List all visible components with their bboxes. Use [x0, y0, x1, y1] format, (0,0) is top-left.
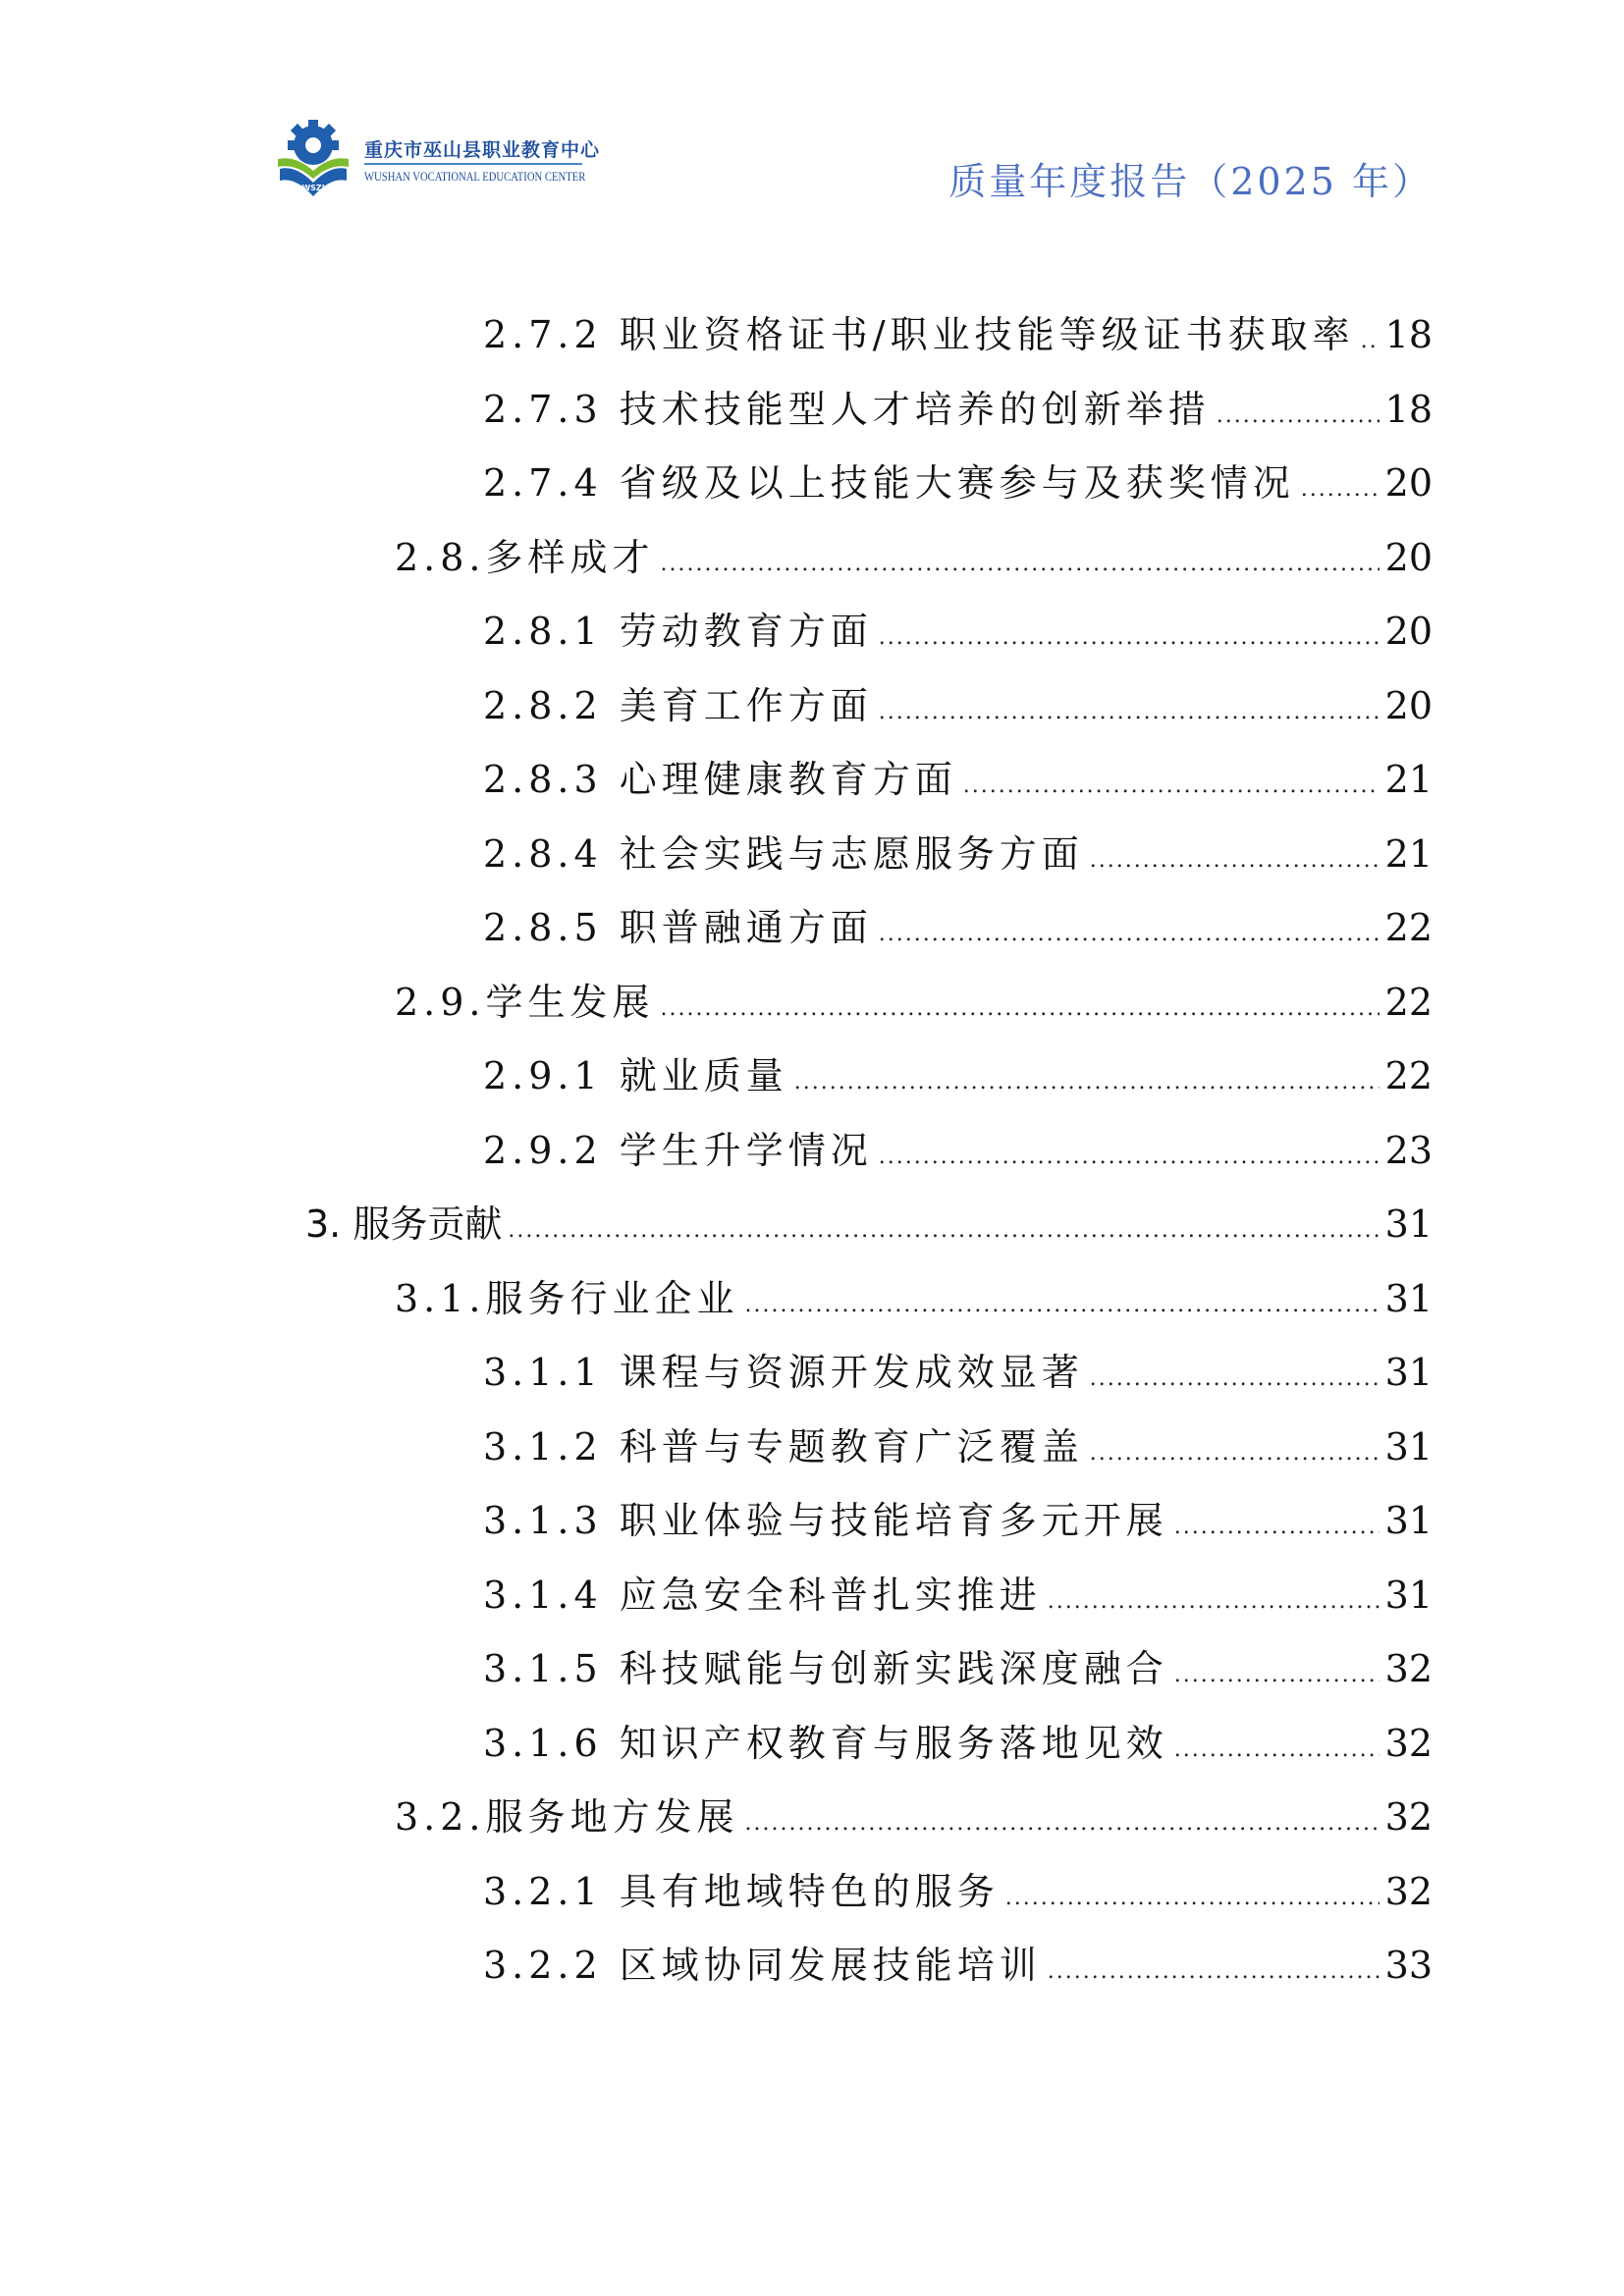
- logo-english-name: WUSHAN VOCATIONAL EDUCATION CENTER: [364, 169, 586, 184]
- toc-page-number: 21: [1384, 758, 1433, 801]
- toc-entry-title: 3.1.6 知识产权教育与服务落地见效: [483, 1721, 1168, 1765]
- toc-entry[interactable]: [483, 1045, 1433, 1104]
- toc-page-number: 31: [1384, 1499, 1433, 1542]
- toc-dot-leader: [508, 1218, 1379, 1243]
- toc-page-number: 32: [1384, 1647, 1433, 1690]
- toc-page-number: 18: [1384, 387, 1433, 431]
- toc-dot-leader: [879, 922, 1380, 946]
- toc-entry[interactable]: [483, 1490, 1433, 1549]
- toc-entry[interactable]: [483, 749, 1433, 808]
- toc-entry-title: 3.1.5 科技赋能与创新实践深度融合: [483, 1647, 1168, 1690]
- toc-page-number: 22: [1384, 906, 1433, 949]
- toc-entry[interactable]: [483, 897, 1433, 956]
- toc-entry-title: 2.8.4 社会实践与志愿服务方面: [483, 831, 1084, 876]
- toc-dot-leader: [879, 700, 1380, 724]
- toc-entry[interactable]: [483, 1861, 1433, 1920]
- toc-entry[interactable]: [483, 1342, 1433, 1401]
- toc-entry-title: 3.1.2 科普与专题教育广泛覆盖: [483, 1424, 1084, 1468]
- toc-page-number: 31: [1384, 1424, 1433, 1468]
- toc-entry[interactable]: [395, 527, 1433, 586]
- toc-entry-title: 3.2.2 区域协同发展技能培训: [483, 1944, 1042, 1987]
- toc-entry[interactable]: [483, 1638, 1433, 1697]
- toc-entry[interactable]: [483, 675, 1433, 734]
- toc-dot-leader: [1217, 403, 1380, 428]
- toc-entry-title: 2.8.5 职普融通方面: [483, 906, 873, 949]
- toc-entry[interactable]: [483, 1565, 1433, 1624]
- toc-entry-title: 3.1.3 职业体验与技能培育多元开展: [483, 1499, 1168, 1542]
- toc-dot-leader: [745, 1293, 1380, 1317]
- toc-entry[interactable]: [395, 1268, 1433, 1327]
- toc-dot-leader: [1090, 1366, 1380, 1391]
- page-header: [274, 116, 1433, 204]
- logo-divider: [364, 163, 582, 165]
- toc-page-number: 32: [1384, 1869, 1433, 1913]
- toc-entry[interactable]: [483, 824, 1433, 882]
- toc-entry-title: 3.1.4 应急安全科普扎实推进: [483, 1573, 1042, 1617]
- toc-dot-leader: [1005, 1886, 1380, 1910]
- toc-entry[interactable]: [483, 601, 1433, 660]
- toc-entry-title: 2.8.2 美育工作方面: [483, 683, 873, 727]
- toc-page-number: 20: [1384, 535, 1433, 579]
- toc-entry-title: 2.9.学生发展: [395, 980, 655, 1024]
- toc-dot-leader: [1048, 1959, 1380, 1984]
- toc-dot-leader: [1361, 329, 1380, 353]
- toc-dot-leader: [745, 1811, 1380, 1836]
- toc-dot-leader: [661, 996, 1380, 1021]
- toc-dot-leader: [1301, 477, 1380, 502]
- toc-page-number: 33: [1384, 1944, 1433, 1987]
- toc-dot-leader: [1090, 1441, 1380, 1466]
- toc-page-number: 32: [1384, 1795, 1433, 1839]
- toc-page-number: 31: [1384, 1202, 1433, 1246]
- toc-entry[interactable]: [483, 453, 1433, 511]
- toc-entry[interactable]: [483, 1416, 1433, 1475]
- toc-page-number: 23: [1384, 1128, 1433, 1172]
- toc-entry[interactable]: [483, 379, 1433, 438]
- toc-entry-title: 2.7.3 技术技能型人才培养的创新举措: [483, 387, 1211, 431]
- toc-entry-title: 2.7.2 职业资格证书/职业技能等级证书获取率: [483, 313, 1355, 356]
- toc-entry[interactable]: [395, 1787, 1433, 1845]
- gear-book-logo-icon: [274, 116, 352, 199]
- toc-entry-title: 2.9.2 学生升学情况: [483, 1128, 873, 1172]
- toc-entry-title: 2.9.1 就业质量: [483, 1054, 788, 1097]
- toc-entry[interactable]: [483, 1935, 1433, 1994]
- toc-dot-leader: [661, 552, 1380, 576]
- toc-entry-title: 3. 服务贡献: [305, 1202, 503, 1246]
- toc-page-number: 20: [1384, 461, 1433, 505]
- toc-page-number: 21: [1384, 831, 1433, 876]
- toc-entry-title: 3.1.服务行业企业: [395, 1276, 739, 1320]
- toc-entry[interactable]: [483, 1120, 1433, 1179]
- toc-page-number: 22: [1384, 1054, 1433, 1097]
- toc-dot-leader: [879, 1145, 1380, 1169]
- logo-chinese-name: 重庆市巫山县职业教育中心: [364, 139, 601, 161]
- toc-page-number: 22: [1384, 980, 1433, 1024]
- toc-entry-title: 2.8.多样成才: [395, 535, 655, 579]
- toc-page-number: 18: [1384, 313, 1433, 356]
- toc-dot-leader: [1048, 1589, 1380, 1614]
- toc-dot-leader: [794, 1070, 1380, 1095]
- toc-entry[interactable]: [305, 1194, 1433, 1253]
- toc-entry-title: 2.8.1 劳动教育方面: [483, 610, 873, 653]
- toc-entry-title: 2.8.3 心理健康教育方面: [483, 758, 957, 801]
- toc-dot-leader: [1174, 1663, 1380, 1687]
- toc-dot-leader: [963, 774, 1380, 798]
- toc-page-number: 31: [1384, 1276, 1433, 1320]
- toc-dot-leader: [1090, 848, 1380, 873]
- toc-dot-leader: [1174, 1737, 1380, 1762]
- toc-dot-leader: [1174, 1515, 1380, 1539]
- toc-entry-title: 2.7.4 省级及以上技能大赛参与及获奖情况: [483, 461, 1295, 505]
- report-title: 质量年度报告（2025 年）: [948, 160, 1433, 203]
- toc-entry-title: 3.2.1 具有地域特色的服务: [483, 1869, 1000, 1913]
- toc-entry-title: 3.2.服务地方发展: [395, 1795, 739, 1839]
- toc-page-number: 32: [1384, 1721, 1433, 1765]
- toc-entry[interactable]: [483, 304, 1433, 363]
- toc-page-number: 20: [1384, 610, 1433, 653]
- toc-entry[interactable]: [395, 972, 1433, 1031]
- toc-page-number: 31: [1384, 1573, 1433, 1617]
- toc-dot-leader: [879, 625, 1380, 650]
- toc-page-number: 20: [1384, 683, 1433, 727]
- school-logo: [274, 116, 601, 199]
- svg-text:WSZJ: WSZJ: [301, 184, 325, 192]
- toc-page-number: 31: [1384, 1351, 1433, 1394]
- toc-entry[interactable]: [483, 1713, 1433, 1772]
- toc-entry-title: 3.1.1 课程与资源开发成效显著: [483, 1351, 1084, 1394]
